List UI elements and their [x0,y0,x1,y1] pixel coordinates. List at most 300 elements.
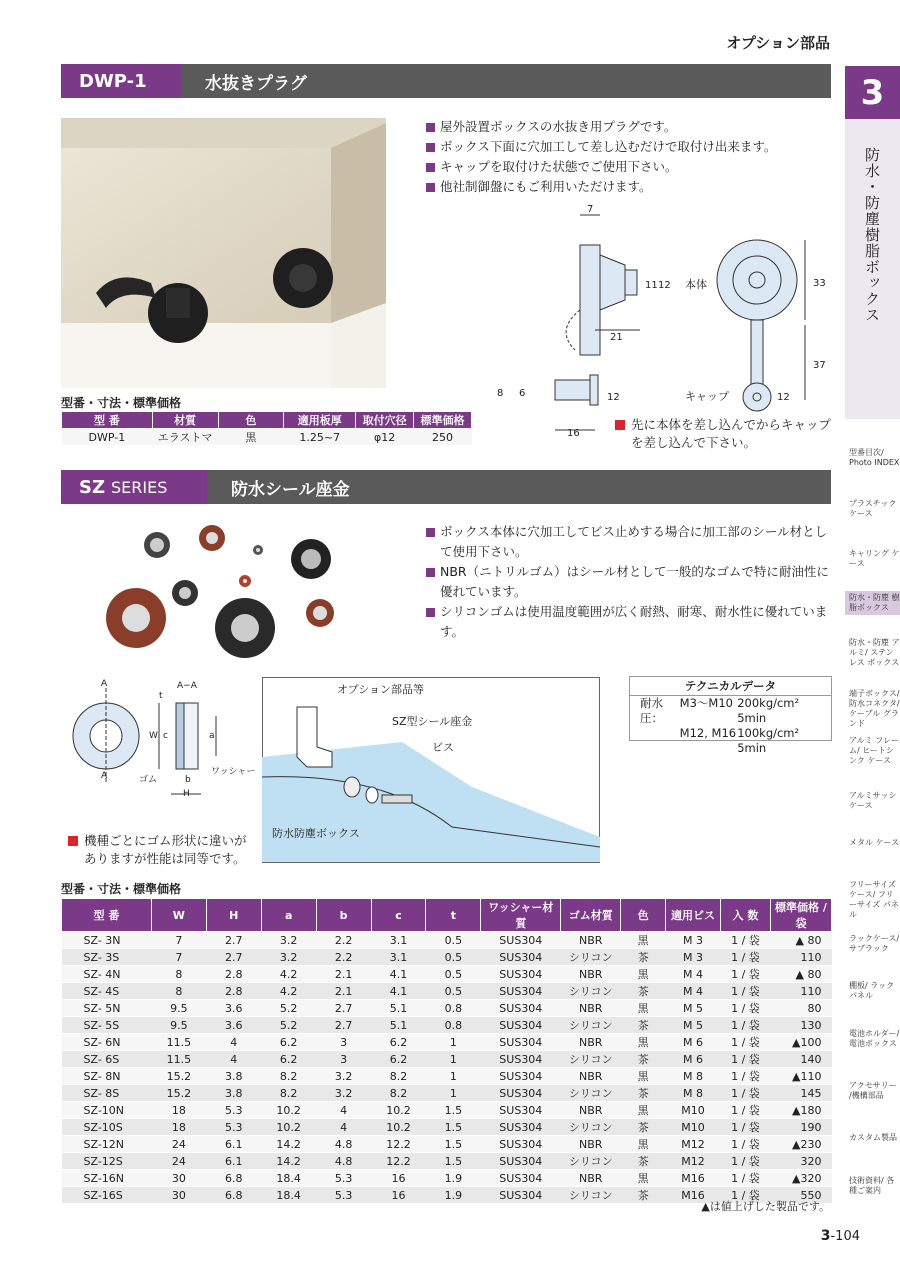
tech-size-2: M12, M16 [679,726,737,740]
table-cell: 16 [371,1170,426,1187]
table-cell: 7 [151,949,206,966]
table-cell: 6.8 [206,1187,261,1204]
table-cell: 1 / 袋 [721,1136,771,1153]
tech-value-2: 100kg/cm² 5min [737,726,800,755]
sz-table-header: 適用ビス [666,899,721,932]
table-cell: 1 / 袋 [721,1068,771,1085]
dwp-dim-10: 16 [567,428,580,439]
dwp-dim-9: 12 [607,392,620,403]
table-cell: 5.2 [261,1000,316,1017]
table-cell: 1.5 [426,1119,481,1136]
table-cell: 2.2 [316,932,371,949]
table-cell: 0.5 [426,949,481,966]
table-cell: 1 / 袋 [721,983,771,1000]
tech-value-1: 200kg/cm² 5min [737,696,800,725]
table-cell: SZ-12N [62,1136,152,1153]
table-cell: M16 [666,1170,721,1187]
table-cell: 8 [151,983,206,1000]
sz-drawing [61,676,261,801]
table-cell: SZ- 8N [62,1068,152,1085]
table-cell: M 4 [666,983,721,1000]
table-cell: 16 [371,1187,426,1204]
dwp-label-body: 本体 [685,278,707,291]
dwp-dim-5: 33 [813,278,826,289]
table-cell: 黒 [621,1102,666,1119]
table-cell: 1.9 [426,1170,481,1187]
dwp-bullet: 屋外設置ボックスの水抜き用プラグです。 [426,117,836,137]
table-row [62,1068,832,1085]
table-cell: 茶 [621,1017,666,1034]
sz-label-c: c [163,731,168,741]
table-cell: SZ- 8S [62,1085,152,1102]
table-cell: 10.2 [261,1119,316,1136]
dwp-title: 水抜きプラグ [205,73,307,94]
table-cell: 3.1 [371,932,426,949]
table-cell: 11.5 [151,1034,206,1051]
table-cell: 4 [316,1119,371,1136]
side-nav-item[interactable]: メタル ケース [849,838,900,847]
dwp-dim-4: 21 [610,332,623,343]
sz-table-header: 型 番 [62,899,152,932]
sz-label-w: W [149,731,158,741]
sz-label-aa: A−A [177,681,197,691]
table-cell: 18.4 [261,1187,316,1204]
table-cell: シリコン [561,1085,621,1102]
table-cell: 250 [414,429,472,446]
sz-bullets [426,522,836,642]
table-cell: 8.2 [371,1068,426,1085]
table-cell: 茶 [621,1187,666,1204]
table-cell: 茶 [621,1119,666,1136]
table-cell: 4.2 [261,983,316,1000]
sz-bullet: ボックス本体に穴加工してビス止めする場合に加工部のシール材として使用下さい。 [426,522,836,562]
table-cell: NBR [561,1068,621,1085]
table-cell: 80 [770,1000,831,1017]
side-nav-item[interactable]: 防水・防塵 樹脂ボックス [845,591,900,615]
table-cell: 1 [426,1068,481,1085]
table-cell: 4.8 [316,1136,371,1153]
table-cell: 1 / 袋 [721,1051,771,1068]
table-cell: 14.2 [261,1136,316,1153]
table-cell: 1.25~7 [284,429,356,446]
table-cell: 10.2 [371,1119,426,1136]
table-cell: 6.1 [206,1136,261,1153]
table-cell: 8 [151,966,206,983]
chapter-number: 3 [845,66,900,119]
table-cell: 24 [151,1153,206,1170]
side-nav-item[interactable]: 防水・防塵 アルミ/ ステンレス ボックス [849,638,900,667]
side-nav-item[interactable]: 端子ボックス/ 防水コネクタ/ ケーブル グランド [849,689,900,728]
table-cell: 6.2 [371,1034,426,1051]
table-cell: ▲ 80 [770,932,831,949]
side-nav-item[interactable]: 技術資料/ 各種ご案内 [849,1176,895,1195]
table-cell: SZ- 3S [62,949,152,966]
table-cell: SUS304 [481,1102,561,1119]
table-cell: 黒 [621,1170,666,1187]
dwp-drawing [495,200,840,440]
table-cell: 1.9 [426,1187,481,1204]
table-cell: M 8 [666,1085,721,1102]
dwp-dim-7: 8 [497,388,504,399]
table-cell: 黒 [621,1068,666,1085]
table-cell: SZ- 6N [62,1034,152,1051]
table-cell: SUS304 [481,1085,561,1102]
table-cell: 1.5 [426,1153,481,1170]
table-cell: 3.2 [316,1068,371,1085]
table-cell: 1 / 袋 [721,1153,771,1170]
table-cell: 5.3 [316,1170,371,1187]
table-cell: M 8 [666,1068,721,1085]
sz-label-a: a [209,731,215,741]
table-cell: 1.5 [426,1102,481,1119]
sz-code-text: SZ [79,476,106,498]
table-cell: 550 [770,1187,831,1204]
table-cell: 黒 [621,1034,666,1051]
table-row [62,1136,832,1153]
table-cell: 黒 [621,1000,666,1017]
table-cell: SZ-10S [62,1119,152,1136]
side-nav-item[interactable]: フリーサイズ ケース/ フリーサイズ パネル [849,880,899,919]
table-cell: M12 [666,1153,721,1170]
table-cell: φ12 [356,429,414,446]
table-cell: 5.3 [206,1102,261,1119]
dwp-table-header: 標準価格 [414,412,472,429]
table-cell: 茶 [621,1153,666,1170]
sz-bullet: シリコンゴムは使用温度範囲が広く耐熱、耐寒、耐水性に優れています。 [426,602,836,642]
sz-label-a-bottom: A [101,771,108,781]
table-cell: 茶 [621,1051,666,1068]
table-cell: 140 [770,1051,831,1068]
dwp-table-header: 取付穴径 [356,412,414,429]
table-cell: 8.2 [261,1085,316,1102]
table-cell: 茶 [621,1085,666,1102]
sz-table-header: ゴム材質 [561,899,621,932]
table-cell: 4 [206,1051,261,1068]
table-cell: 4 [316,1102,371,1119]
table-cell: 1 [426,1034,481,1051]
table-cell: SUS304 [481,932,561,949]
dwp-dim-2: 11 [645,280,658,291]
sz-table-header: t [426,899,481,932]
table-cell: 15.2 [151,1085,206,1102]
table-cell: NBR [561,932,621,949]
table-cell: 0.5 [426,983,481,1000]
table-cell: 9.5 [151,1000,206,1017]
table-cell: シリコン [561,1051,621,1068]
table-row [62,1017,832,1034]
table-cell: M 6 [666,1034,721,1051]
dwp-table-header: 適用板厚 [284,412,356,429]
tech-row-2 [630,726,831,756]
table-cell: 3.6 [206,1000,261,1017]
table-cell: SUS304 [481,1153,561,1170]
table-cell: 6.1 [206,1153,261,1170]
table-cell: 3.6 [206,1017,261,1034]
table-cell: 320 [770,1153,831,1170]
table-cell: 1 / 袋 [721,966,771,983]
table-cell: SUS304 [481,1068,561,1085]
table-cell: 3.1 [371,949,426,966]
table-cell: 4.1 [371,966,426,983]
table-cell: 3.8 [206,1085,261,1102]
table-cell: 1 / 袋 [721,1102,771,1119]
table-cell: SUS304 [481,1051,561,1068]
table-cell: 6.2 [261,1051,316,1068]
table-cell: 黒 [621,1136,666,1153]
table-cell: SZ- 4N [62,966,152,983]
dwp-code: DWP-1 [61,64,181,98]
table-row [62,1153,832,1170]
table-cell: NBR [561,1136,621,1153]
table-cell: 18 [151,1119,206,1136]
side-nav-item[interactable]: 電池ホルダー/ 電池ボックス [849,1029,900,1048]
sz-table-header: ワッシャー材質 [481,899,561,932]
assembly-label-option: オプション部品等 [337,683,425,696]
page-number [821,1228,860,1244]
table-cell: 110 [770,949,831,966]
table-cell: 黒 [621,966,666,983]
table-cell: SZ- 4S [62,983,152,1000]
table-row [62,1102,832,1119]
sz-label-h: H [183,789,190,799]
table-cell: シリコン [561,949,621,966]
table-cell: 3.2 [316,1085,371,1102]
table-cell: 2.7 [316,1000,371,1017]
table-row [62,1051,832,1068]
table-row [62,1119,832,1136]
table-cell: 1 / 袋 [721,1017,771,1034]
table-cell: M12 [666,1136,721,1153]
table-cell: SZ-16S [62,1187,152,1204]
table-cell: 1 / 袋 [721,1000,771,1017]
table-cell: 2.1 [316,983,371,1000]
table-cell: 0.8 [426,1017,481,1034]
table-cell: 黒 [621,932,666,949]
table-cell: シリコン [561,1187,621,1204]
dwp-dim-1: 7 [587,204,594,215]
table-cell: SUS304 [481,949,561,966]
table-cell: SZ- 5N [62,1000,152,1017]
side-nav-item[interactable]: プラスチック ケース [849,499,897,518]
dwp-bullet: ボックス下面に穴加工して差し込むだけで取付け出来ます。 [426,137,836,157]
sz-table-header: W [151,899,206,932]
tech-size-1: M3～M10 [679,696,733,710]
table-cell: 2.8 [206,966,261,983]
table-row [62,1034,832,1051]
table-cell: M 3 [666,932,721,949]
table-cell: SZ- 6S [62,1051,152,1068]
tech-label: 耐水圧： [640,696,663,725]
table-cell: 3.2 [261,949,316,966]
table-cell: 15.2 [151,1068,206,1085]
table-cell: M16 [666,1187,721,1204]
table-cell: 1 [426,1085,481,1102]
table-cell: SUS304 [481,1034,561,1051]
table-cell: M 5 [666,1000,721,1017]
dwp-table-header: 材質 [152,412,218,429]
table-cell: SUS304 [481,966,561,983]
table-row [62,949,832,966]
table-cell: 黒 [218,429,284,446]
table-cell: 0.5 [426,932,481,949]
assembly-label-sz: SZ型シール座金 [392,715,473,728]
footnote: ▲は値上げした製品です。 [701,1200,830,1213]
table-cell: 5.1 [371,1000,426,1017]
table-cell: 130 [770,1017,831,1034]
table-cell: SUS304 [481,1136,561,1153]
assembly-label-box: 防水防塵ボックス [272,827,360,840]
table-cell: NBR [561,1000,621,1017]
table-row [62,983,832,1000]
sz-series-text: SERIES [111,477,168,497]
table-cell: 3.2 [261,932,316,949]
table-cell: M 6 [666,1051,721,1068]
table-cell: 1 / 袋 [721,1119,771,1136]
table-cell: SZ- 5S [62,1017,152,1034]
table-cell: 2.8 [206,983,261,1000]
table-row [62,932,832,949]
sz-bullet: NBR（ニトリルゴム）はシール材として一般的なゴムで特に耐油性に優れています。 [426,562,836,602]
sz-label-t: t [159,691,163,701]
table-cell: M10 [666,1102,721,1119]
sz-label-b: b [185,775,191,785]
tech-row-1 [630,696,831,726]
sz-table-header: b [316,899,371,932]
table-cell: DWP-1 [62,429,153,446]
dwp-bullet: 他社制御盤にもご利用いただけます。 [426,177,836,197]
table-cell: 18 [151,1102,206,1119]
sz-label-rubber: ゴム [139,775,158,785]
dwp-note: 先に本体を差し込んでからキャップを差し込んで下さい。 [615,416,835,452]
table-cell: 5.3 [206,1119,261,1136]
table-cell: シリコン [561,1017,621,1034]
table-cell: SUS304 [481,983,561,1000]
table-cell: 10.2 [371,1102,426,1119]
table-cell: SUS304 [481,1170,561,1187]
dwp-table [61,411,472,446]
table-cell: シリコン [561,1119,621,1136]
dwp-table-header: 色 [218,412,284,429]
table-cell: 4.8 [316,1153,371,1170]
table-cell: 1 / 袋 [721,949,771,966]
sz-label-washer: ワッシャー [211,767,256,777]
sz-table-title: 型番・寸法・標準価格 [61,882,182,896]
table-cell: ▲ 80 [770,966,831,983]
table-cell: M 5 [666,1017,721,1034]
table-cell: SUS304 [481,1187,561,1204]
side-nav-item[interactable]: 棚板/ ラックパネル [849,981,895,1000]
table-cell: NBR [561,1102,621,1119]
table-cell: 30 [151,1187,206,1204]
table-cell: 14.2 [261,1153,316,1170]
sz-title: 防水シール座金 [231,479,350,500]
dwp-table-header: 型 番 [62,412,153,429]
table-cell: シリコン [561,983,621,1000]
table-cell: 3 [316,1051,371,1068]
table-cell: 12.2 [371,1136,426,1153]
table-cell: ▲100 [770,1034,831,1051]
table-cell: 0.8 [426,1000,481,1017]
table-cell: 4.1 [371,983,426,1000]
table-cell: 30 [151,1170,206,1187]
sz-section-bar [61,470,831,504]
page-prefix: 3 [820,1228,831,1244]
sz-table-header: H [206,899,261,932]
dwp-dim-8: 6 [519,388,526,399]
table-cell: ▲180 [770,1102,831,1119]
table-cell: 9.5 [151,1017,206,1034]
table-cell: SUS304 [481,1000,561,1017]
side-nav-item[interactable]: カスタム製品 [849,1133,897,1142]
table-cell: 1.5 [426,1136,481,1153]
table-cell: 5.1 [371,1017,426,1034]
table-cell: 1 / 袋 [721,1187,771,1204]
table-row [62,429,472,446]
assembly-label-screw: ビス [432,741,454,754]
side-nav-item[interactable]: 型番目次/ Photo INDEX [849,448,900,467]
side-nav-item[interactable]: アクセサリー /機構部品 [849,1081,897,1100]
sz-table-header: c [371,899,426,932]
dwp-dim-3: 12 [658,280,671,291]
table-cell: M10 [666,1119,721,1136]
table-cell: 1 / 袋 [721,932,771,949]
dwp-bullet: キャップを取付けた状態でご使用下さい。 [426,157,836,177]
page-header-title: オプション部品 [726,34,830,52]
side-nav-item[interactable]: ラックケース/ サブラック [849,934,900,953]
dwp-dim-6: 37 [813,360,826,371]
table-cell: 1 / 袋 [721,1034,771,1051]
table-cell: ▲110 [770,1068,831,1085]
tech-data-box [629,676,832,755]
sz-assembly-drawing [262,677,600,863]
dwp-section-bar [61,64,831,98]
table-cell: 2.7 [206,949,261,966]
sz-table [61,898,832,1204]
sz-photo [100,518,340,658]
table-cell: SUS304 [481,1017,561,1034]
side-nav-item[interactable]: キャリング ケース [849,549,900,568]
sz-table-header: 色 [621,899,666,932]
table-cell: 6.2 [371,1051,426,1068]
table-cell: 0.5 [426,966,481,983]
table-cell: SZ-16N [62,1170,152,1187]
table-cell: M 3 [666,949,721,966]
sz-code [61,470,207,504]
dwp-photo [61,118,386,388]
side-nav-item[interactable]: アルミサッシ ケース [849,791,897,810]
table-cell: 24 [151,1136,206,1153]
page-suffix: -104 [830,1229,860,1244]
table-cell: NBR [561,966,621,983]
table-cell: 4.2 [261,966,316,983]
dwp-bullets [426,117,836,197]
dwp-dim-11: 12 [777,392,790,403]
table-cell: SZ-12S [62,1153,152,1170]
table-cell: 茶 [621,949,666,966]
table-row [62,1000,832,1017]
table-cell: SZ-10N [62,1102,152,1119]
table-cell: エラストマ [152,429,218,446]
sz-table-header: a [261,899,316,932]
table-cell: シリコン [561,1153,621,1170]
table-row [62,1085,832,1102]
dwp-table-title: 型番・寸法・標準価格 [61,396,182,410]
table-cell: 1 [426,1051,481,1068]
table-cell: NBR [561,1034,621,1051]
table-cell: 145 [770,1085,831,1102]
dwp-label-cap: キャップ [685,390,729,403]
side-nav-item[interactable]: アルミ フレーム/ ヒートシンク ケース [849,736,899,765]
